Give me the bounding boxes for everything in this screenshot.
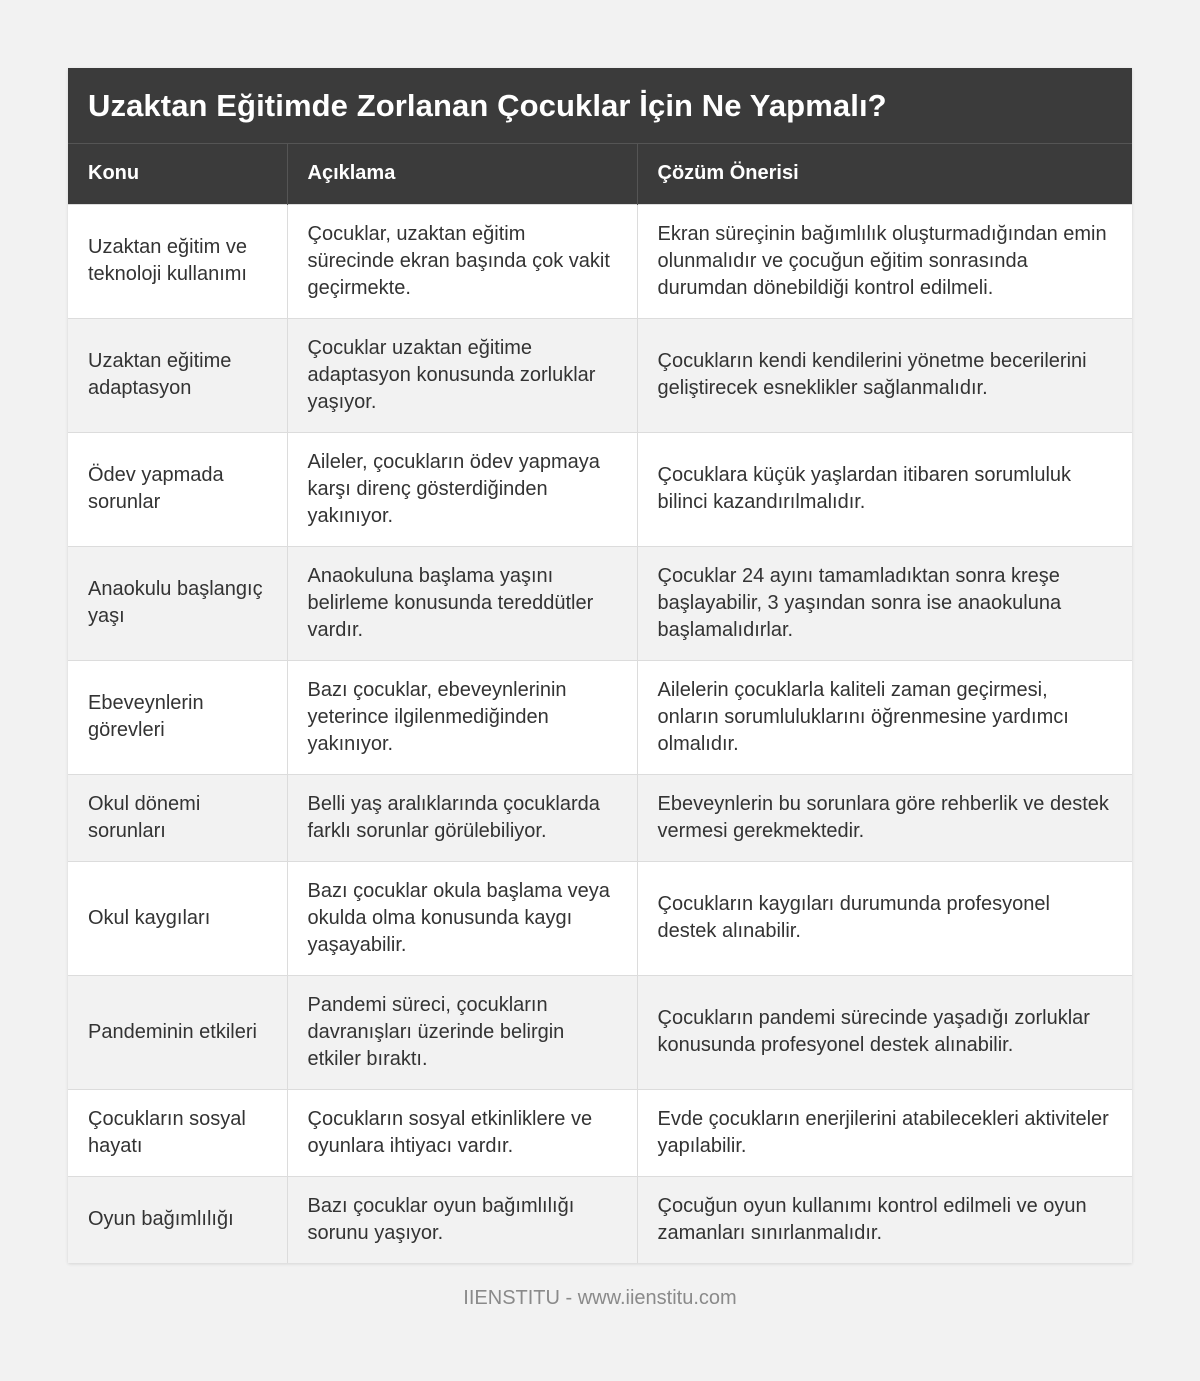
data-table	[68, 144, 1132, 1263]
table-row	[68, 204, 1132, 318]
cell-aciklama: Bazı çocuklar oyun bağımlılığı sorunu yaşıyor.	[287, 1176, 637, 1263]
cell-aciklama: Çocuklar uzaktan eğitime adaptasyon konusunda zorluklar yaşıyor.	[287, 318, 637, 432]
cell-aciklama: Pandemi süreci, çocukların davranışları üzerinde belirgin etkiler bıraktı.	[287, 975, 637, 1089]
header-row	[68, 144, 1132, 204]
cell-konu: Anaokulu başlangıç yaşı	[68, 546, 287, 660]
cell-cozum-onerisi: Çocukların kendi kendilerini yönetme becerilerini geliştirecek esneklikler sağlanmalıdır.	[637, 318, 1132, 432]
cell-cozum-onerisi: Çocuklara küçük yaşlardan itibaren sorumluluk bilinci kazandırılmalıdır.	[637, 432, 1132, 546]
cell-konu: Okul kaygıları	[68, 861, 287, 975]
cell-aciklama: Anaokuluna başlama yaşını belirleme konusunda tereddütler vardır.	[287, 546, 637, 660]
cell-konu: Uzaktan eğitime adaptasyon	[68, 318, 287, 432]
column-header-cozum-onerisi: Çözüm Önerisi	[637, 144, 1132, 204]
table-body	[68, 204, 1132, 1263]
cell-konu: Okul dönemi sorunları	[68, 774, 287, 861]
page-title: Uzaktan Eğitimde Zorlanan Çocuklar İçin Ne Yapmalı?	[88, 87, 887, 123]
cell-cozum-onerisi: Ebeveynlerin bu sorunlara göre rehberlik ve destek vermesi gerekmektedir.	[637, 774, 1132, 861]
cell-aciklama: Bazı çocuklar okula başlama veya okulda olma konusunda kaygı yaşayabilir.	[287, 861, 637, 975]
cell-cozum-onerisi: Çocukların kaygıları durumunda profesyonel destek alınabilir.	[637, 861, 1132, 975]
table-row	[68, 660, 1132, 774]
table-row	[68, 774, 1132, 861]
column-header-konu: Konu	[68, 144, 287, 204]
cell-aciklama: Çocuklar, uzaktan eğitim sürecinde ekran başında çok vakit geçirmekte.	[287, 204, 637, 318]
table-row	[68, 861, 1132, 975]
table-row	[68, 432, 1132, 546]
table-row	[68, 318, 1132, 432]
cell-aciklama: Belli yaş aralıklarında çocuklarda farklı sorunlar görülebiliyor.	[287, 774, 637, 861]
cell-konu: Uzaktan eğitim ve teknoloji kullanımı	[68, 204, 287, 318]
cell-aciklama: Bazı çocuklar, ebeveynlerinin yeterince ilgilenmediğinden yakınıyor.	[287, 660, 637, 774]
title-bar	[68, 68, 1132, 144]
cell-konu: Çocukların sosyal hayatı	[68, 1089, 287, 1176]
cell-cozum-onerisi: Çocuğun oyun kullanımı kontrol edilmeli ve oyun zamanları sınırlanmalıdır.	[637, 1176, 1132, 1263]
cell-konu: Ebeveynlerin görevleri	[68, 660, 287, 774]
cell-aciklama: Çocukların sosyal etkinliklere ve oyunlara ihtiyacı vardır.	[287, 1089, 637, 1176]
table-row	[68, 546, 1132, 660]
cell-konu: Ödev yapmada sorunlar	[68, 432, 287, 546]
table-row	[68, 975, 1132, 1089]
cell-cozum-onerisi: Ekran süreçinin bağımlılık oluşturmadığından emin olunmalıdır ve çocuğun eğitim sonrasında durumdan dönebildiği kontrol edilmeli.	[637, 204, 1132, 318]
table-card	[68, 68, 1132, 1263]
cell-cozum-onerisi: Çocuklar 24 ayını tamamladıktan sonra kreşe başlayabilir, 3 yaşından sonra ise anaokuluna başlamalıdırlar.	[637, 546, 1132, 660]
table-row	[68, 1089, 1132, 1176]
cell-cozum-onerisi: Ailelerin çocuklarla kaliteli zaman geçirmesi, onların sorumluluklarını öğrenmesine yardımcı olmalıdır.	[637, 660, 1132, 774]
cell-konu: Oyun bağımlılığı	[68, 1176, 287, 1263]
cell-aciklama: Aileler, çocukların ödev yapmaya karşı direnç gösterdiğinden yakınıyor.	[287, 432, 637, 546]
table-header	[68, 144, 1132, 204]
footer-credit: IIENSTITU - www.iienstitu.com	[463, 1287, 737, 1309]
cell-cozum-onerisi: Çocukların pandemi sürecinde yaşadığı zorluklar konusunda profesyonel destek alınabilir.	[637, 975, 1132, 1089]
table-row	[68, 1176, 1132, 1263]
column-header-aciklama: Açıklama	[287, 144, 637, 204]
cell-cozum-onerisi: Evde çocukların enerjilerini atabilecekleri aktiviteler yapılabilir.	[637, 1089, 1132, 1176]
cell-konu: Pandeminin etkileri	[68, 975, 287, 1089]
